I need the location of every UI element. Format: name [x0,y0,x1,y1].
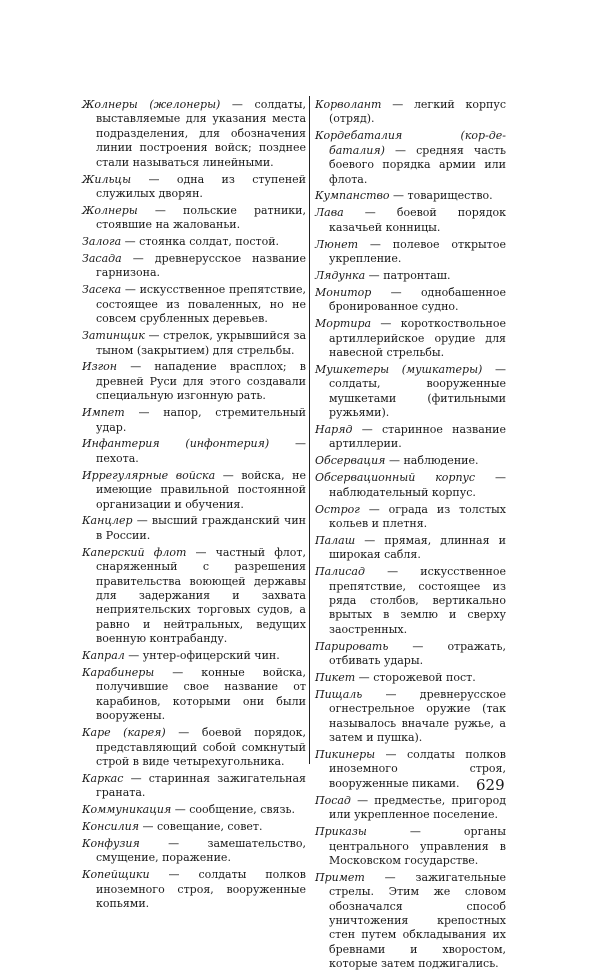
entry-separator: — [269,437,306,451]
entry-term: Иррегулярные войска [82,468,216,482]
entry-term: Лядунка [315,268,366,282]
glossary-entry [82,820,306,834]
entry-definition: боевой порядок, представляющий собой сомкнутый строй в виде четырехугольника. [96,726,306,768]
glossary-entry [315,871,506,972]
entry-separator: — [362,687,420,701]
entry-term: Изгон [82,360,118,374]
glossary-entry [82,514,306,543]
entry-definition: товарищество. [407,189,493,203]
entry-separator: — [149,868,199,882]
entry-definition: зажигательные стрелы. Этим же словом обозначался способ уничтожения крепостных стен путем обкладывания их бревнами и хворостом, которые затем поджигались. [329,870,506,971]
entry-separator: — [365,268,384,282]
entry-term: Каперский флот [82,545,187,559]
entry-separator: — [343,206,397,220]
entry-definition: солдаты полков иноземного строя, вооруженные пиками. [329,748,506,790]
glossary-entry [315,688,506,746]
glossary-entry [82,283,306,326]
glossary-entry [82,329,306,358]
glossary-entry [315,534,506,563]
entry-separator: — [375,748,407,762]
entry-term: Канцлер [82,514,133,528]
glossary-entry [315,189,506,203]
entry-definition: совещание, совет. [157,820,263,834]
entry-separator: — [371,285,421,299]
entry-separator: — [350,793,375,807]
entry-term: Каре (карея) [82,726,166,740]
entry-term: Пищаль [315,687,363,701]
entry-definition: сторожевой пост. [373,671,476,685]
entry-definition: однобашенное бронированное судно. [329,285,506,314]
glossary-entry [315,640,506,669]
entry-term: Копейщики [82,868,150,882]
entry-definition: сообщение, связь. [189,803,295,817]
entry-term: Инфантерия (инфонтерия) [82,437,270,451]
entry-definition: старинное название артиллерии. [329,423,506,451]
glossary-entry [315,129,506,187]
entry-term: Острог [315,502,360,516]
entry-definition: унтер-офицерский чин. [142,649,280,663]
entry-term: Кумпанство [315,189,390,203]
entry-separator: — [359,502,389,516]
glossary-entry [315,671,506,685]
entry-separator: — [381,98,414,111]
entry-definition: полевое открытое укрепление. [329,237,506,266]
glossary-entry [315,454,506,468]
entry-definition: напор, стремительный удар. [96,406,306,434]
entry-separator: — [358,237,393,251]
entry-definition: предместье, пригород или укрепленное поселение. [329,793,506,822]
glossary-entry [82,437,306,466]
entry-definition: стоянка солдат, постой. [139,235,280,249]
entry-separator: — [364,565,421,579]
entry-definition: органы центрального управления в Московском государстве. [329,825,506,867]
entry-definition: пехота. [96,451,139,465]
entry-separator: — [352,423,382,437]
glossary-right-column [315,98,506,974]
entry-separator: — [186,545,216,559]
entry-separator: — [121,235,140,249]
glossary-entry [315,317,506,360]
entry-definition: прямая, длинная и широкая сабля. [329,533,506,562]
entry-separator: — [366,825,464,839]
entry-term: Засека [82,283,122,297]
entry-separator: — [371,317,401,331]
entry-separator: — [139,837,208,850]
entry-term: Люнет [315,237,359,251]
entry-term: Парировать [315,639,389,653]
entry-term: Пикинеры [315,748,376,762]
entry-separator: — [384,143,417,157]
entry-definition: короткоствольное артиллерийское орудие для навесной стрельбы. [329,317,506,359]
glossary-entry [82,173,306,202]
entry-definition: древнерусское название гарнизона. [96,252,306,280]
entry-separator: — [475,471,506,485]
glossary-entry [82,235,306,249]
glossary-entry [315,269,506,283]
glossary-entry [315,471,506,500]
entry-definition: ограда из толстых кольев и плетня. [329,502,507,530]
entry-separator: — [131,172,177,186]
entry-term: Наряд [315,423,353,437]
entry-separator: — [165,726,202,740]
entry-term: Затинщик [82,329,145,343]
entry-definition: средняя часть боевого порядка армии или флота. [329,143,506,186]
page-number: 629 [476,776,505,794]
glossary-entry [315,565,506,637]
entry-term: Пикет [315,671,356,685]
entry-definition: высший гражданский чин в России. [96,514,306,542]
entry-separator: — [388,639,448,653]
entry-definition: искусственное препятствие, состоящее из поваленных, но не совсем срубленных деревьев. [96,283,306,326]
glossary-entry [315,286,506,315]
entry-separator: — [364,870,416,884]
entry-definition: наблюдательный корпус. [329,485,476,499]
entry-separator: — [137,203,184,217]
entry-definition: боевой порядок казачьей конницы. [329,206,506,234]
entry-separator: — [124,406,164,420]
entry-separator: — [121,283,140,297]
entry-definition: старинная зажигательная граната. [96,771,306,800]
glossary-entry [315,363,506,421]
glossary-entry [82,546,306,647]
entry-definition: искусственное препятствие, состоящее из ряда столбов, вертикально врытых в землю и сверху заостренных. [329,565,506,636]
entry-term: Залога [82,235,122,249]
entry-term: Приказы [315,825,367,839]
entry-separator: — [121,252,155,266]
entry-definition: древнерусское огнестрельное оружие (так называлось вначале ружье, а затем и пушка). [329,687,506,745]
entry-definition: наблюдение. [403,454,479,468]
entry-definition: легкий корпус (отряд). [329,98,506,126]
glossary-entry [315,794,506,823]
glossary-entry [82,469,306,512]
entry-definition: частный флот, снаряженный с разрешения правительства воюющей державы для задержания и захвата неприятельских торговых судов, а равно и нейтральных, ведущих военную контрабанду. [96,545,306,646]
entry-term: Примет [315,870,365,884]
entry-term: Корволант [315,98,382,111]
entry-separator: — [220,98,255,111]
glossary-entry [315,503,506,532]
glossary-entry [82,726,306,769]
entry-term: Жолнеры [82,203,138,217]
entry-definition: нападение врасплох; в древней Руси для этого создавали специальную изгонную рать. [96,360,306,403]
glossary-entry [315,423,506,452]
entry-separator: — [355,533,385,547]
glossary-entry [82,666,306,724]
entry-definition: замешательство, смущение, поражение. [96,837,306,865]
entry-term: Импет [82,406,125,420]
entry-definition: солдаты, вооруженные мушкетами (фитильными ружьями). [329,377,506,420]
glossary-entry [82,98,306,170]
column-divider [309,96,310,764]
entry-separator: — [355,671,374,685]
entry-definition: солдаты полков иноземного строя, вооруженные копьями. [96,868,306,911]
entry-separator: — [139,820,157,834]
glossary-entry [82,649,306,663]
glossary-entry [82,868,306,911]
entry-term: Обсервация [315,454,386,468]
glossary-entry [82,360,306,403]
entry-separator: — [132,514,152,528]
entry-term: Жильцы [82,172,132,186]
glossary-entry [315,206,506,235]
entry-separator: — [154,666,202,680]
entry-term: Каркас [82,771,124,785]
glossary-entry [315,98,506,127]
entry-term: Палаш [315,533,356,547]
glossary-entry [82,837,306,866]
entry-definition: солдаты, выставляемые для указания места подразделения, для обозначения линии построения войск; позднее стали называться линейными. [96,98,306,169]
glossary-entry [82,252,306,281]
entry-separator: — [482,362,506,376]
entry-definition: патронташ. [383,268,451,282]
entry-separator: — [144,329,164,343]
glossary-left-column [82,98,306,914]
entry-term: Кордебаталия (кор-де-баталия) [315,129,506,157]
glossary-entry [315,238,506,267]
glossary-entry [315,825,506,868]
entry-term: Консилия [82,820,139,834]
glossary-entry [82,803,306,817]
entry-term: Коммуникация [82,803,172,817]
entry-definition: польские ратники, стоявшие на жалованьи. [96,203,307,232]
entry-term: Засада [82,252,122,266]
glossary-entry [82,772,306,801]
entry-separator: — [389,189,408,203]
entry-definition: стрелок, укрывшийся за тыном (закрытием) для стрельбы. [96,329,306,357]
entry-definition: войска, не имеющие правильной постоянной организации и обучения. [96,468,307,511]
entry-term: Мортира [315,317,372,331]
entry-term: Карабинеры [82,666,155,680]
entry-definition: конные войска, получившие свое название от карабинов, которыми они были вооружены. [96,666,306,723]
entry-term: Палисад [315,565,365,579]
glossary-entry [82,406,306,435]
entry-term: Посад [315,793,351,807]
entry-term: Жолнеры (желонеры) [82,98,221,111]
entry-term: Обсервационный корпус [315,471,476,485]
entry-separator: — [123,771,149,785]
entry-separator: — [215,468,242,482]
entry-term: Монитор [315,285,372,299]
entry-term: Лава [315,206,344,220]
entry-separator: — [124,649,143,663]
entry-definition: отражать, отбивать удары. [329,639,506,668]
entry-term: Мушкетеры (мушкатеры) [315,362,483,376]
glossary-entry [82,204,306,233]
entry-separator: — [117,360,155,374]
entry-definition: одна из ступеней служилых дворян. [96,172,307,200]
entry-separator: — [171,803,190,817]
entry-term: Капрал [82,649,125,663]
entry-term: Конфузия [82,837,140,850]
entry-separator: — [385,454,404,468]
